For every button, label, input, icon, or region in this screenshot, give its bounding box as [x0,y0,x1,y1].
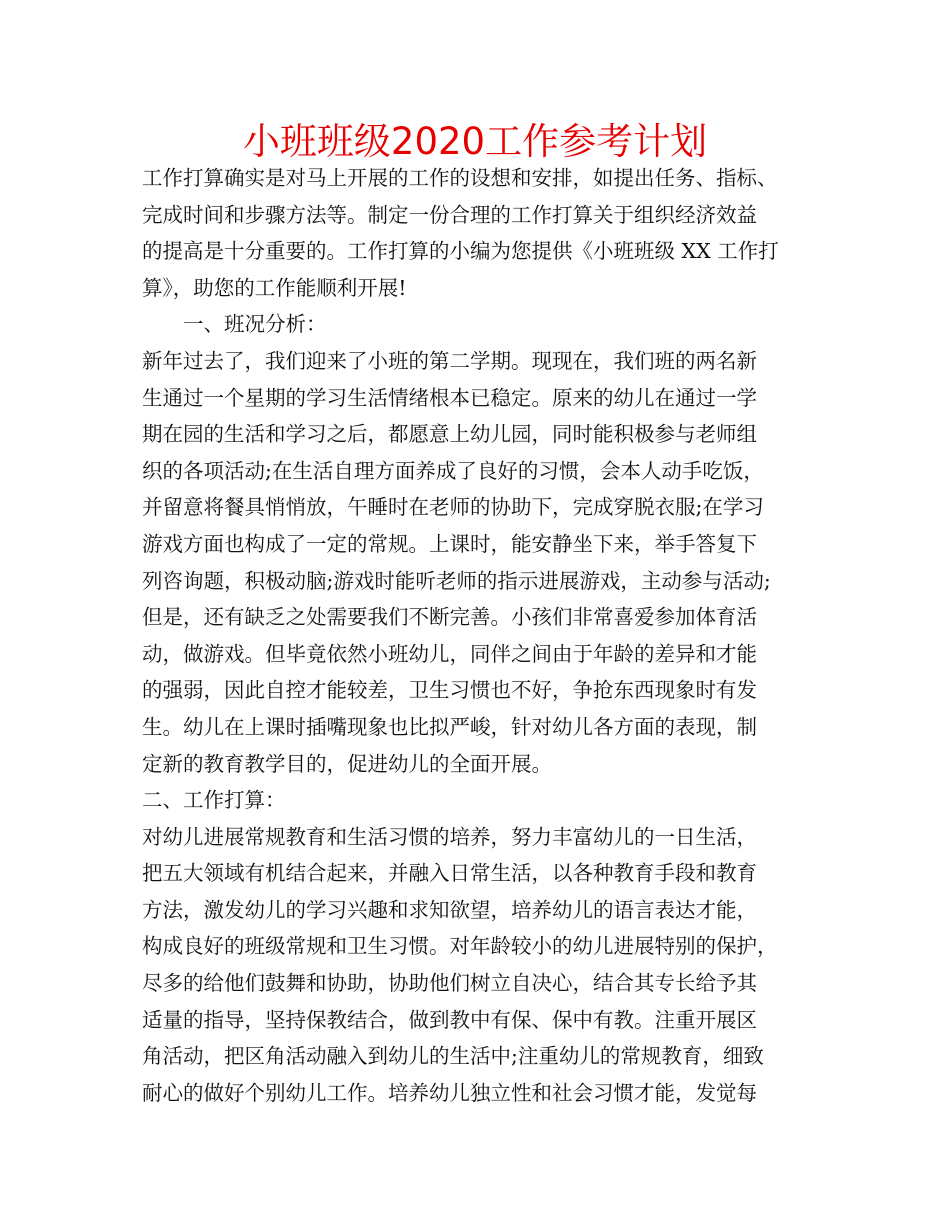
text-line: 工作打算确实是对马上开展的工作的设想和安排，如提出任务、指标、 [142,166,778,190]
text-line: 定新的教育教学目的，促进幼儿的全面开展。 [142,751,552,776]
document-body [142,160,832,1111]
text-line: 角活动，把区角活动融入到幼儿的生活中;注重幼儿的常规教育，细致 [142,1044,764,1069]
text-line: 织的各项活动;在生活自理方面养成了良好的习惯，会本人动手吃饭， [142,458,764,483]
text-line: 的提高是十分重要的。工作打算的小编为您提供《小班班级 XX 工作打 [142,239,779,264]
text-line: 尽多的给他们鼓舞和协助，协助他们树立自决心，结合其专长给予其 [142,971,757,996]
text-line: 的强弱，因此自控才能较差，卫生习惯也不好，争抢东西现象时有发 [142,678,757,703]
text-line: 游戏方面也构成了一定的常规。上课时，能安静坐下来，举手答复下 [142,531,757,556]
text-line: 期在园的生活和学习之后，都愿意上幼儿园，同时能积极参与老师组 [142,422,757,447]
document-title: 小班班级2020工作参考计划 [242,120,708,163]
section-heading-class-analysis: 一、班况分析： [183,312,327,337]
text-line: 完成时间和步骤方法等。制定一份合理的工作打算关于组织经济效益 [142,202,757,227]
text-line: 新年过去了，我们迎来了小班的第二学期。现现在，我们班的两名新 [142,348,757,373]
text-line: 生通过一个星期的学习生活情绪根本已稳定。原来的幼儿在通过一学 [142,385,757,410]
section-heading-work-plan: 二、工作打算： [142,788,286,813]
text-line: 适量的指导，坚持保教结合，做到教中有保、保中有教。注重开展区 [142,1007,757,1032]
text-line: 方法，激发幼儿的学习兴趣和求知欲望，培养幼儿的语言表达才能， [142,897,757,922]
text-line: 耐心的做好个别幼儿工作。培养幼儿独立性和社会习惯才能，发觉每 [142,1080,757,1105]
text-line: 但是，还有缺乏之处需要我们不断完善。小孩们非常喜爱参加体育活 [142,605,757,630]
text-line: 生。幼儿在上课时插嘴现象也比拟严峻，针对幼儿各方面的表现，制 [142,714,757,739]
text-line: 对幼儿进展常规教育和生活习惯的培养，努力丰富幼儿的一日生活， [142,824,757,849]
text-line: 把五大领域有机结合起来，并融入日常生活，以各种教育手段和教育 [142,861,757,886]
text-line: 动，做游戏。但毕竟依然小班幼儿，同伴之间由于年龄的差异和才能 [142,641,757,666]
text-line: 构成良好的班级常规和卫生习惯。对年龄较小的幼儿进展特别的保护， [142,934,778,959]
text-line: 算》，助您的工作能顺利开展! [142,275,407,300]
text-line: 并留意将餐具悄悄放，午睡时在老师的协助下，完成穿脱衣服;在学习 [142,495,764,520]
text-line: 列咨询题，积极动脑;游戏时能听老师的指示进展游戏，主动参与活动; [142,568,771,593]
